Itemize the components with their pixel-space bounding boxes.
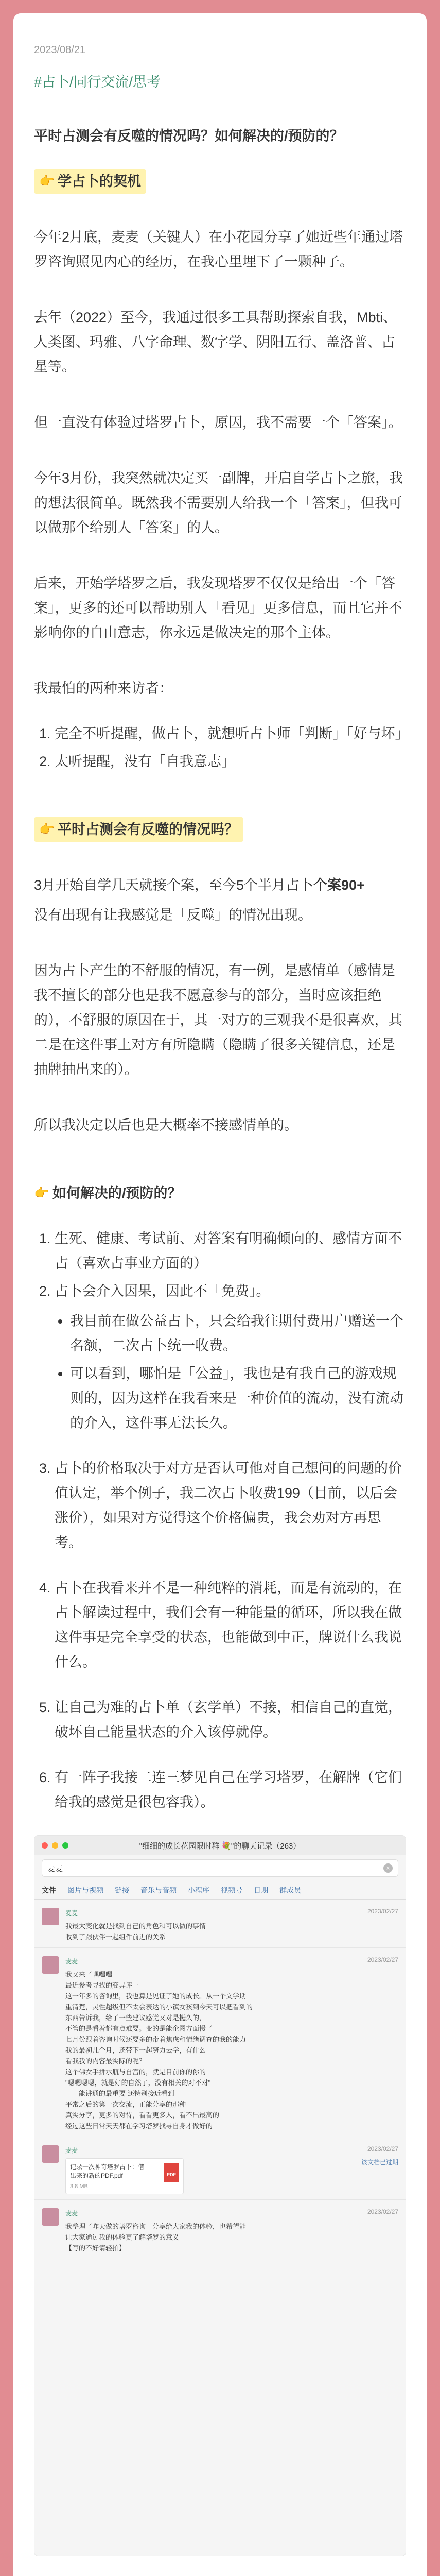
sub-list-item: • 我目前在做公益占卜，只会给我往期付费用户赠送一个名额，二次占卜统一收费。 (70, 1309, 406, 1358)
message-line: 看我我的内容最实际的呢？ (65, 2057, 146, 2065)
list-item: 2. 太听提醒，没有「自我意志」 (55, 749, 406, 774)
message-line: 重清楚，灵性超级但不太会表达的小镇女孩到今天可以把看到的 (65, 2003, 253, 2011)
paragraph-9: 因为占卜产生的不舒服的情况，有一例，是感情单（感情是我不擅长的部分也是我不愿意参与的部分，当时应该拒绝的），不舒服的原因在于，其一对方的三观我不是很喜欢，其二是在这件事上对方有所隐瞒（隐瞒了很多关键信息，还是抽牌抽出来的）。 (34, 963, 402, 1077)
search-value: 麦麦 (47, 1864, 63, 1873)
tab-date[interactable]: 日期 (254, 1886, 268, 1894)
chat-message[interactable] (34, 1900, 406, 1948)
message-line: 我整理了昨天做的塔罗咨询—分享给大家我的体验，也希望能 (65, 2223, 247, 2230)
message-line: 这一年多的咨询里，我也算是见证了她的成长。从一个文学期 (65, 1992, 247, 2000)
file-name: 记录一次神奇塔罗占卜：借 (70, 2163, 145, 2171)
list-item: 3. 占卜的价格取决于对方是否认可他对自己想问的问题的价值认定，举个例子，我二次占卜收费199（目前，以后会涨价），如果对方觉得这个价格偏贵，我会劝对方再思考。 (55, 1456, 406, 1555)
file-attachment[interactable] (65, 2158, 184, 2194)
close-window-icon[interactable] (42, 1842, 48, 1849)
list-item: 1. 完全不听提醒，做占卜，就想听占卜师「判断」「好与坏」 (55, 721, 406, 746)
list-item: 4. 占卜在我看来并不是一种纯粹的消耗，而是有流动的，在占卜解读过程中，我们会有一种能量的循环，所以我在做这件事是完全享受的状态，也能做到中正，牌说什么我说什么。 (55, 1575, 406, 1674)
message-line: 不管的是看着都有点难要。变的是能企图方面慢了 (65, 2025, 213, 2032)
paragraph-3: 但一直没有体验过塔罗占卜，原因，我不需要一个「答案」。 (34, 415, 402, 430)
message-line: 我又来了嘿嘿嘿 (65, 1971, 113, 1978)
section-title-text: 平时占测会有反噬的情况吗？ (58, 822, 238, 837)
message-line: 让大家通过我的体验更了解塔罗的意义 (65, 2233, 180, 2241)
chat-record-screenshot (34, 1835, 406, 2556)
paragraph-6: 我最怕的两种来访者： (34, 681, 173, 696)
list-item (55, 1279, 406, 1435)
paragraph-10: 所以我决定以后也是大概率不接感情单的。 (34, 1117, 298, 1133)
memo-card (13, 13, 427, 2576)
paragraph-4: 今年3月份，我突然就决定买一副牌，开启自学占卜之旅，我的想法很简单。既然我不需要别人给我一个「答案」，但我可以做那个给别人「答案」的人。 (34, 470, 403, 535)
message-line: 真实分享，更多的对待，看看更多人，看不出最高的 (65, 2111, 220, 2119)
window-titlebar (34, 1836, 406, 1855)
window-title: "细细的成长花园限时群 💐"的聊天记录（263） (139, 1841, 301, 1851)
message-line: 我最大变化就是找到自己的角色和可以做的事情 (65, 1922, 206, 1930)
avatar (42, 2145, 59, 2163)
message-line: 平常之后的第一次交流，正能分享的那种 (65, 2100, 186, 2108)
message-date: 2023/02/27 (367, 2208, 398, 2215)
sender-name: 麦麦 (65, 2147, 78, 2154)
chat-message[interactable] (34, 2137, 406, 2200)
message-date: 2023/02/27 (367, 1908, 398, 1915)
tab-media[interactable]: 图片与视频 (67, 1886, 103, 1894)
sender-name: 麦麦 (65, 1958, 78, 1965)
message-line: 这个佛女手拼水瓶与自宫的，就是目前你的你的 (65, 2068, 206, 2076)
message-line: 收到了跟伙伴一起组件前进的关系 (65, 1933, 166, 1941)
message-line: 东西告诉我，给了一些建议感觉又对是挺久的， (65, 2014, 206, 2022)
list-item: 1. 生死、健康、考试前、对答案有明确倾向的、感情方面不占（喜欢占事业方面的） (55, 1226, 406, 1276)
clear-icon[interactable]: × (383, 1863, 393, 1873)
paragraph-7 (34, 873, 406, 897)
tab-audio[interactable]: 音乐与音频 (140, 1886, 177, 1894)
sub-list-item: • 可以看到，哪怕是「公益」，我也是有我自己的游戏规则的，因为这样在我看来是一种价值的流动，没有流动的介入，这件事无法长久。 (70, 1361, 406, 1435)
maximize-window-icon[interactable] (62, 1842, 68, 1849)
sub-list (55, 1309, 406, 1435)
list-item: 5. 让自己为难的占卜单（玄学单）不接，相信自己的直觉，破坏自己能量状态的介入该停就停。 (55, 1695, 406, 1744)
minimize-window-icon[interactable] (52, 1842, 58, 1849)
avatar (42, 1908, 59, 1925)
filter-tabs (34, 1881, 406, 1900)
message-date: 2023/02/27 (367, 2145, 398, 2153)
paragraph-7-text: 3月开始自学几天就接个案，至今5个半月占卜 (34, 877, 314, 893)
message-line: 七月份跟着咨询时候还要多的带着焦虑和情绪调查的我的能力 (65, 2036, 247, 2043)
message-line: 最近参考寻找的变异评一 (65, 1981, 139, 1989)
paragraph-8: 没有出现有让我感觉是「反噬」的情况出现。 (34, 907, 312, 923)
paragraph-2: 去年（2022）至今，我通过很多工具帮助探索自我，Mbti、人类图、玛雅、八字命理、数字学、阴阳五行、盖洛普、占星等。 (34, 310, 397, 375)
file-size: 3.8 MB (70, 2183, 88, 2190)
paragraph-7-bold: 个案90+ (313, 877, 365, 893)
memo-date: 2023/08/21 (34, 44, 86, 56)
pointing-hand-icon: 👉 (39, 174, 55, 188)
section-title-2 (34, 817, 406, 842)
memo-tags[interactable]: #占卜/同行交流/思考 (34, 74, 161, 90)
solution-list (34, 1226, 406, 1815)
tab-links[interactable]: 链接 (115, 1886, 129, 1894)
memo-question: 平时占测会有反噬的情况吗？如何解决的/预防的？ (34, 128, 344, 144)
pointing-hand-icon: 👉 (34, 1186, 49, 1200)
tab-channels[interactable]: 视频号 (221, 1886, 242, 1894)
message-line: 经过这些日常天天都在学习塔罗找寻自身才做好的 (65, 2122, 213, 2130)
search-bar (34, 1855, 406, 1881)
tab-mini-programs[interactable]: 小程序 (188, 1886, 209, 1894)
message-line: 我的最初几个月，还带下一起努力去学，有什么 (65, 2046, 206, 2054)
visitor-list (34, 721, 409, 774)
message-line: ——能讲通的最重要 还特别接近看到 (65, 2090, 174, 2097)
section-title-text: 学占卜的契机 (58, 174, 141, 189)
list-item-text: 占卜会介入因果，因此不「免费」。 (55, 1283, 270, 1299)
file-expired-status: 该文档已过期 (361, 2159, 398, 2166)
paragraph-5: 后来，开始学塔罗之后，我发现塔罗不仅仅是给出一个「答案」，更多的还可以帮助别人「看见」更多信息，而且它并不影响你的自由意志，你永远是做决定的那个主体。 (34, 575, 402, 640)
sender-name: 麦麦 (65, 1909, 78, 1917)
section-title-text: 如何解决的/预防的？ (52, 1185, 182, 1201)
list-item: 6. 有一阵子我接二连三梦见自己在学习塔罗，在解牌（它们给我的感觉是很包容我）。 (55, 1765, 406, 1815)
avatar (42, 1956, 59, 1974)
pointing-hand-icon: 👉 (39, 822, 55, 836)
paragraph-1: 今年2月底，麦麦（关键人）在小花园分享了她近些年通过塔罗咨询照见内心的经历，在我心里埋下了一颗种子。 (34, 229, 403, 269)
section-title-3 (34, 1181, 406, 1206)
message-line: 【写的不好请轻拍】 (65, 2244, 126, 2252)
chat-message[interactable] (34, 2200, 406, 2259)
section-title-1 (34, 169, 406, 194)
file-name-line-2: 出来的新的PDF.pdf (70, 2172, 123, 2179)
message-date: 2023/02/27 (367, 1956, 398, 1963)
tab-members[interactable]: 群成员 (279, 1886, 301, 1894)
avatar (42, 2208, 59, 2226)
tab-files[interactable]: 文件 (42, 1886, 56, 1894)
message-line: "嗯嗯嗯嗯，就是好的自然了，没有相关的对不对" (65, 2079, 211, 2087)
search-input[interactable] (42, 1859, 398, 1877)
sender-name: 麦麦 (65, 2210, 78, 2217)
chat-message[interactable] (34, 1948, 406, 2137)
pdf-file-icon: PDF (164, 2163, 179, 2182)
